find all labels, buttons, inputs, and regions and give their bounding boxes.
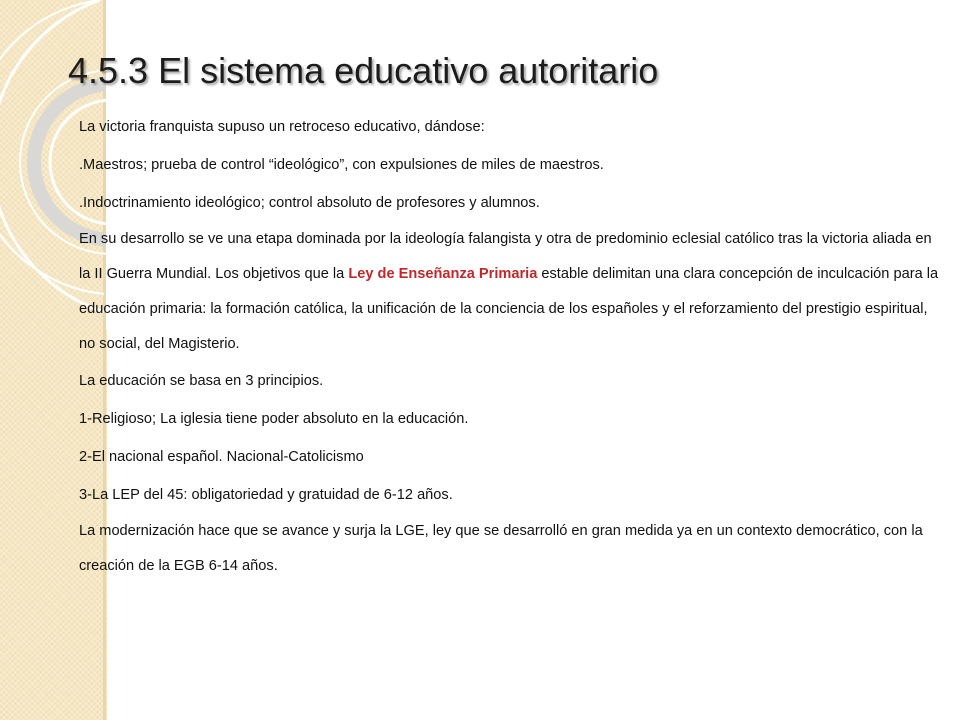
principle-religioso: 1-Religioso; La iglesia tiene poder absoluto en la educación. <box>79 411 469 427</box>
principle-lep: 3-La LEP del 45: obligatoriedad y gratuidad de 6-12 años. <box>79 487 453 503</box>
paragraph-principios: La educación se basa en 3 principios. <box>79 373 324 389</box>
principle-nacional: 2-El nacional español. Nacional-Catolicismo <box>79 449 364 465</box>
paragraph-indoctrinamiento: .Indoctrinamiento ideológico; control absoluto de profesores y alumnos. <box>79 195 540 211</box>
paragraph-modernizacion: La modernización hace que se avance y surja la LGE, ley que se desarrolló en gran medida ya en un contexto democrático, con la creación de la EGB 6-14 años. <box>79 523 923 574</box>
desarrollo-text-before: En su desarrollo se ve una etapa dominada por la ideología falangista y otra de predominio eclesial católico tras la victoria aliada en la II Guerra Mundial. Los objetivos que la <box>79 231 932 282</box>
desarrollo-text-after: estable delimitan una clara concepción de inculcación para la educación primaria: la formación católica, la unificación de la conciencia de los españoles y el reforzamiento del prestigio espiritual, no social, del Magisterio. <box>79 266 939 352</box>
slide-body <box>79 108 945 584</box>
paragraph-maestros: .Maestros; prueba de control “ideológico”, con expulsiones de miles de maestros. <box>79 157 604 173</box>
paragraph-intro: La victoria franquista supuso un retroceso educativo, dándose: <box>79 119 485 135</box>
paragraph-desarrollo <box>79 222 945 362</box>
slide-title: 4.5.3 El sistema educativo autoritario <box>68 50 659 91</box>
highlight-ley-ensenanza-primaria: Ley de Enseñanza Primaria <box>348 266 538 282</box>
